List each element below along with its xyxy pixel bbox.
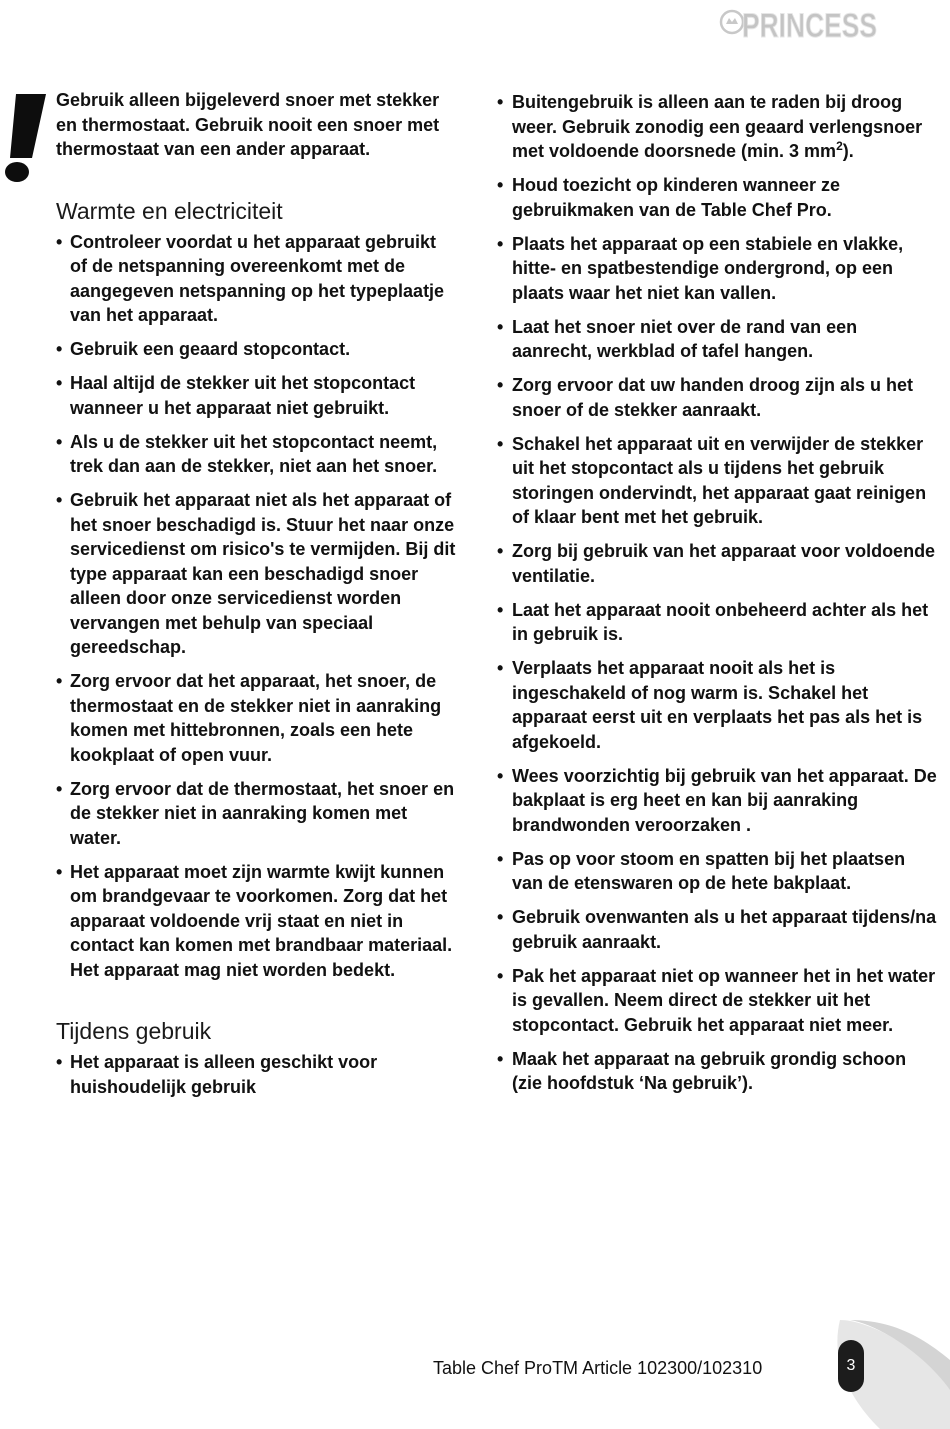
page-number: 3 xyxy=(838,1340,864,1392)
list-item: • Wees voorzichtig bij gebruik van het apparaat. De bakplaat is erg heet en kan bij aanraking brandwonden veroorzaken . xyxy=(497,764,937,838)
list-item: • Pas op voor stoom en spatten bij het plaatsen van de etenswaren op de hete bakplaat. xyxy=(497,847,937,896)
list-item: • Houd toezicht op kinderen wanneer ze gebruikmaken van de Table Chef Pro. xyxy=(497,173,937,222)
warning-icon xyxy=(2,94,48,184)
list-item-tail: ). xyxy=(842,141,854,161)
left-column xyxy=(56,88,456,1109)
list-item: • Zorg bij gebruik van het apparaat voor voldoende ventilatie. xyxy=(497,539,937,588)
list-item: • Schakel het apparaat uit en verwijder de stekker uit het stopcontact als u tijdens het gebruik storingen ondervindt, het apparaat gaat reinigen of klaar bent met het gebruik. xyxy=(497,432,937,530)
section-heading-warmte: Warmte en electriciteit xyxy=(56,197,283,224)
princess-logo xyxy=(712,2,882,46)
list-item: • Gebruik ovenwanten als u het apparaat tijdens/na gebruik aanraakt. xyxy=(497,905,937,954)
list-item: • Zorg ervoor dat het apparaat, het snoer, de thermostaat en de stekker niet in aanraking komen met hittebronnen, zoals een hete kookplaat of open vuur. xyxy=(56,669,456,767)
bullet-list-tijdens xyxy=(56,1050,456,1099)
list-item: • Gebruik een geaard stopcontact. xyxy=(56,337,456,362)
intro-paragraph: Gebruik alleen bijgeleverd snoer met stekker en thermostaat. Gebruik nooit een snoer met thermostaat van een ander apparaat. xyxy=(56,90,440,159)
list-item: • Controleer voordat u het apparaat gebruikt of de netspanning overeenkomt met de aangegeven netspanning op het typeplaatje van het apparaat. xyxy=(56,230,456,328)
list-item: • Maak het apparaat na gebruik grondig schoon (zie hoofdstuk ‘Na gebruik’). xyxy=(497,1047,937,1096)
list-item: • Als u de stekker uit het stopcontact neemt, trek dan aan de stekker, niet aan het snoer. xyxy=(56,430,456,479)
list-item: • Plaats het apparaat op een stabiele en vlakke, hitte- en spatbestendige ondergrond, op een plaats waar het niet kan vallen. xyxy=(497,232,937,306)
list-item: • Verplaats het apparaat nooit als het is ingeschakeld of nog warm is. Schakel het apparaat eerst uit en verplaats het pas als het is afgekoeld. xyxy=(497,656,937,754)
superscript: 2 xyxy=(836,139,843,153)
bullet-list-warmte xyxy=(56,230,456,983)
list-item: • Gebruik het apparaat niet als het apparaat of het snoer beschadigd is. Stuur het naar onze servicedienst om risico's te vermijden. Bij dit type apparaat kan een beschadigd snoer alleen door onze servicedienst worden vervangen met behulp van speciaal gereedschap. xyxy=(56,488,456,660)
footer-text: Table Chef ProTM Article 102300/102310 xyxy=(433,1358,763,1378)
right-column xyxy=(497,90,937,1105)
list-item xyxy=(497,90,937,164)
section-heading-tijdens: Tijdens gebruik xyxy=(56,1018,212,1044)
list-item: • Zorg ervoor dat uw handen droog zijn als u het snoer of de stekker aanraakt. xyxy=(497,373,937,422)
list-item: • Pak het apparaat niet op wanneer het in het water is gevallen. Neem direct de stekker uit het stopcontact. Gebruik het apparaat niet meer. xyxy=(497,964,937,1038)
list-item: • Haal altijd de stekker uit het stopcontact wanneer u het apparaat niet gebruikt. xyxy=(56,371,456,420)
bullet-list-right xyxy=(497,90,937,1096)
list-item: • Het apparaat is alleen geschikt voor huishoudelijk gebruik xyxy=(56,1050,456,1099)
list-item: • Zorg ervoor dat de thermostaat, het snoer en de stekker niet in aanraking komen met water. xyxy=(56,777,456,851)
list-item: • Laat het apparaat nooit onbeheerd achter als het in gebruik is. xyxy=(497,598,937,647)
list-item: • Het apparaat moet zijn warmte kwijt kunnen om brandgevaar te voorkomen. Zorg dat het apparaat voldoende vrij staat en niet in contact kan komen met brandbaar materiaal. Het apparaat mag niet worden bedekt. xyxy=(56,860,456,983)
page-corner-decoration xyxy=(810,1320,950,1429)
list-item: • Laat het snoer niet over de rand van een aanrecht, werkblad of tafel hangen. xyxy=(497,315,937,364)
brand-text: PRINCESS xyxy=(742,7,877,45)
list-item-text: Buitengebruik is alleen aan te raden bij droog weer. Gebruik zonodig een geaard verlengsnoer met voldoende doorsnede (min. 3 mm xyxy=(512,92,923,161)
